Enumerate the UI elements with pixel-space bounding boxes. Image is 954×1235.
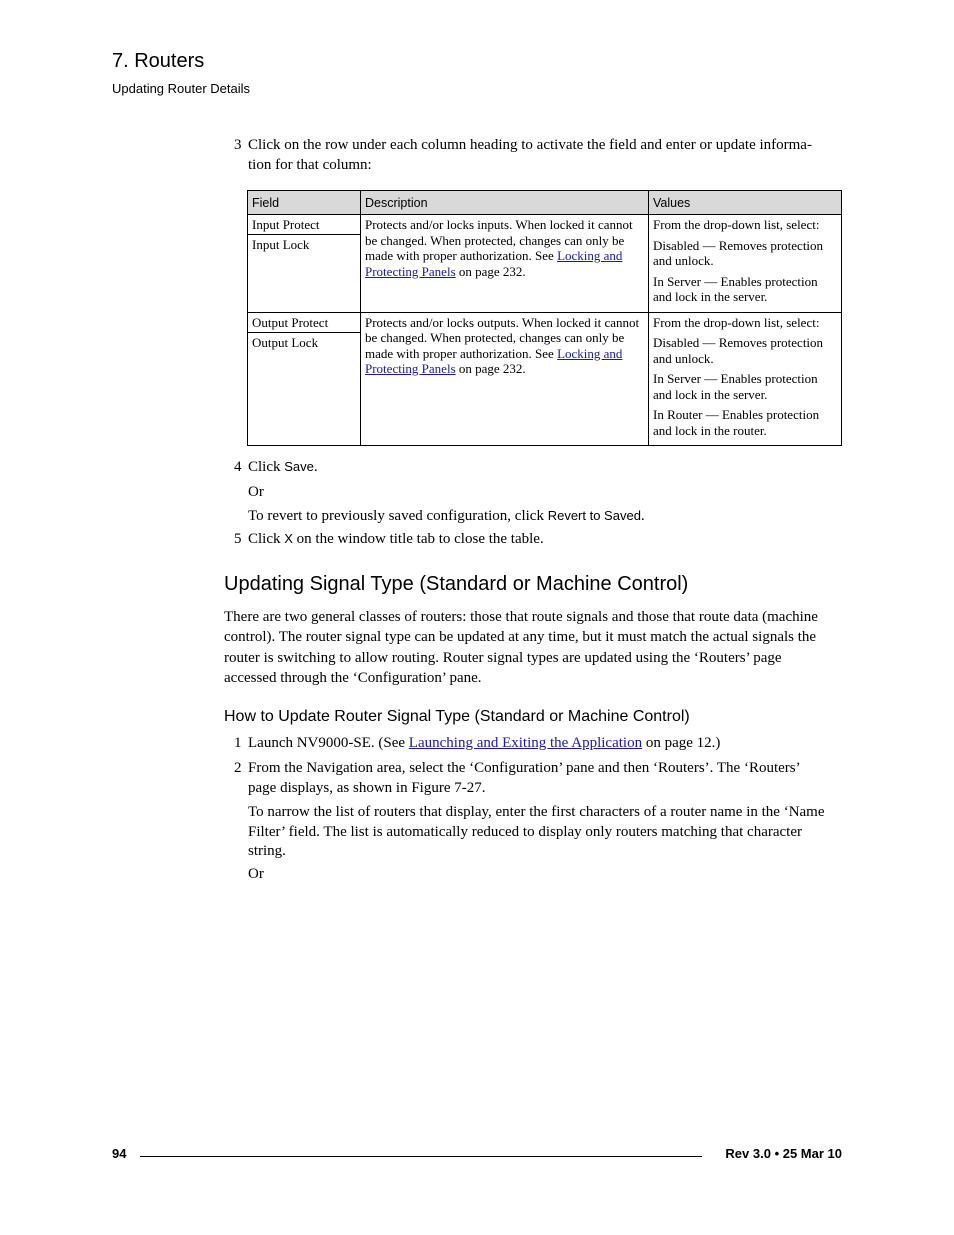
section-subtitle: Updating Router Details [112, 81, 251, 96]
launching-exiting-link[interactable]: Launching and Exiting the Application [408, 735, 643, 751]
locking-panels-link[interactable]: Locking and Protecting Panels [365, 345, 623, 376]
step-number: 2 [234, 760, 242, 776]
values-cell [649, 312, 842, 446]
or-text: Or [248, 484, 264, 500]
value-disabled: Disabled — Removes protection and unlock. [653, 335, 824, 366]
step-text-pre: Launch NV9000-SE. (See [248, 735, 406, 751]
values-intro: From the drop-down list, select: [653, 217, 820, 232]
header-field: Field [248, 191, 361, 215]
revision-label: Rev 3.0 • 25 Mar 10 [725, 1146, 842, 1161]
step-text-line-2: page displays, as shown in Figure 7-27. [248, 780, 486, 796]
step-text-pre: Click [248, 459, 281, 475]
page-number: 94 [112, 1146, 127, 1161]
step-text-line-1: From the Navigation area, select the ‘Configuration’ pane and then ‘Routers’. The ‘Routers’ [248, 760, 801, 776]
howto-heading: How to Update Router Signal Type (Standard or Machine Control) [224, 708, 690, 725]
or-text: Or [248, 866, 264, 882]
description-tail: on page 232. [458, 361, 526, 376]
field-input-lock[interactable]: Input Lock [252, 237, 310, 252]
paragraph-line: control). The router signal type can be updated at any time, but it must match the actual signals the [224, 629, 817, 646]
paragraph-line: accessed through the ‘Configuration’ pane. [224, 669, 482, 686]
step-text-pre: Click [248, 531, 281, 547]
field-cell [248, 312, 361, 446]
step-text [248, 529, 544, 549]
step-text [248, 758, 801, 798]
step-number: 4 [234, 459, 242, 475]
step-text-line-2: tion for that column: [248, 157, 372, 173]
value-disabled: Disabled — Removes protection and unlock. [653, 237, 824, 268]
x-ui-label: X [284, 531, 293, 546]
revert-text-post: . [640, 508, 645, 524]
header-description: Description [361, 191, 649, 215]
step-text-line-1: Click on the row under each column heading to activate the field and enter or update informa- [248, 137, 812, 153]
note-line: To narrow the list of routers that display, enter the first characters of a router name in the ‘Name [248, 804, 825, 820]
values-intro: From the drop-down list, select: [653, 314, 820, 330]
header-values: Values [649, 191, 842, 215]
step-number: 1 [234, 735, 242, 751]
step-text-post: on the window title tab to close the table. [296, 531, 544, 547]
description-text: Protects and/or locks inputs. When locked it cannot be changed. When protected, changes can only be made with proper authorization. See [365, 217, 633, 263]
field-input-protect[interactable]: Input Protect [248, 215, 360, 235]
step-text-post: on page 12.) [645, 735, 721, 751]
value-in-router: In Router — Enables protection and lock in the router. [653, 407, 820, 438]
step-text [248, 135, 812, 175]
revert-text-pre: To revert to previously saved configuration, click [248, 508, 544, 524]
table-header-row [248, 191, 842, 215]
description-cell [361, 312, 649, 446]
section-paragraph [224, 607, 842, 688]
section-heading: Updating Signal Type (Standard or Machine Control) [224, 573, 689, 595]
paragraph-line: There are two general classes of routers: those that route signals and those that route data (machine [224, 609, 818, 625]
step-text-post: . [313, 459, 318, 475]
note-line: string. [248, 843, 286, 859]
values-cell [649, 215, 842, 313]
value-in-server: In Server — Enables protection and lock in the server. [653, 273, 818, 304]
field-properties-table [247, 190, 842, 446]
field-output-lock[interactable]: Output Lock [252, 334, 319, 350]
field-cell [248, 215, 361, 313]
description-text: Protects and/or locks outputs. When locked it cannot be changed. When protected, changes can only be made with proper authorization. See [365, 314, 640, 361]
table-row [248, 312, 842, 446]
save-ui-label: Save [284, 459, 314, 474]
step-text [248, 457, 318, 477]
step-number: 5 [234, 531, 242, 547]
value-in-server: In Server — Enables protection and lock in the server. [653, 371, 818, 402]
howto-note [248, 803, 825, 862]
footer-divider [140, 1156, 702, 1157]
revert-instruction [248, 506, 645, 526]
note-line: Filter’ field. The list is automatically reduced to display only routers matching that character [248, 823, 802, 840]
description-cell [361, 215, 649, 313]
step-text [248, 733, 720, 753]
table-row [248, 215, 842, 313]
description-tail: on page 232. [458, 263, 526, 279]
field-output-protect[interactable]: Output Protect [248, 313, 360, 333]
locking-panels-link[interactable]: Locking and Protecting Panels [365, 248, 623, 279]
paragraph-line: router is switching to allow routing. Router signal types are updated using the ‘Routers’ page [224, 649, 782, 666]
step-number: 3 [234, 137, 242, 153]
chapter-title: 7. Routers [112, 50, 205, 72]
revert-to-saved-ui-label: Revert to Saved [547, 508, 641, 523]
